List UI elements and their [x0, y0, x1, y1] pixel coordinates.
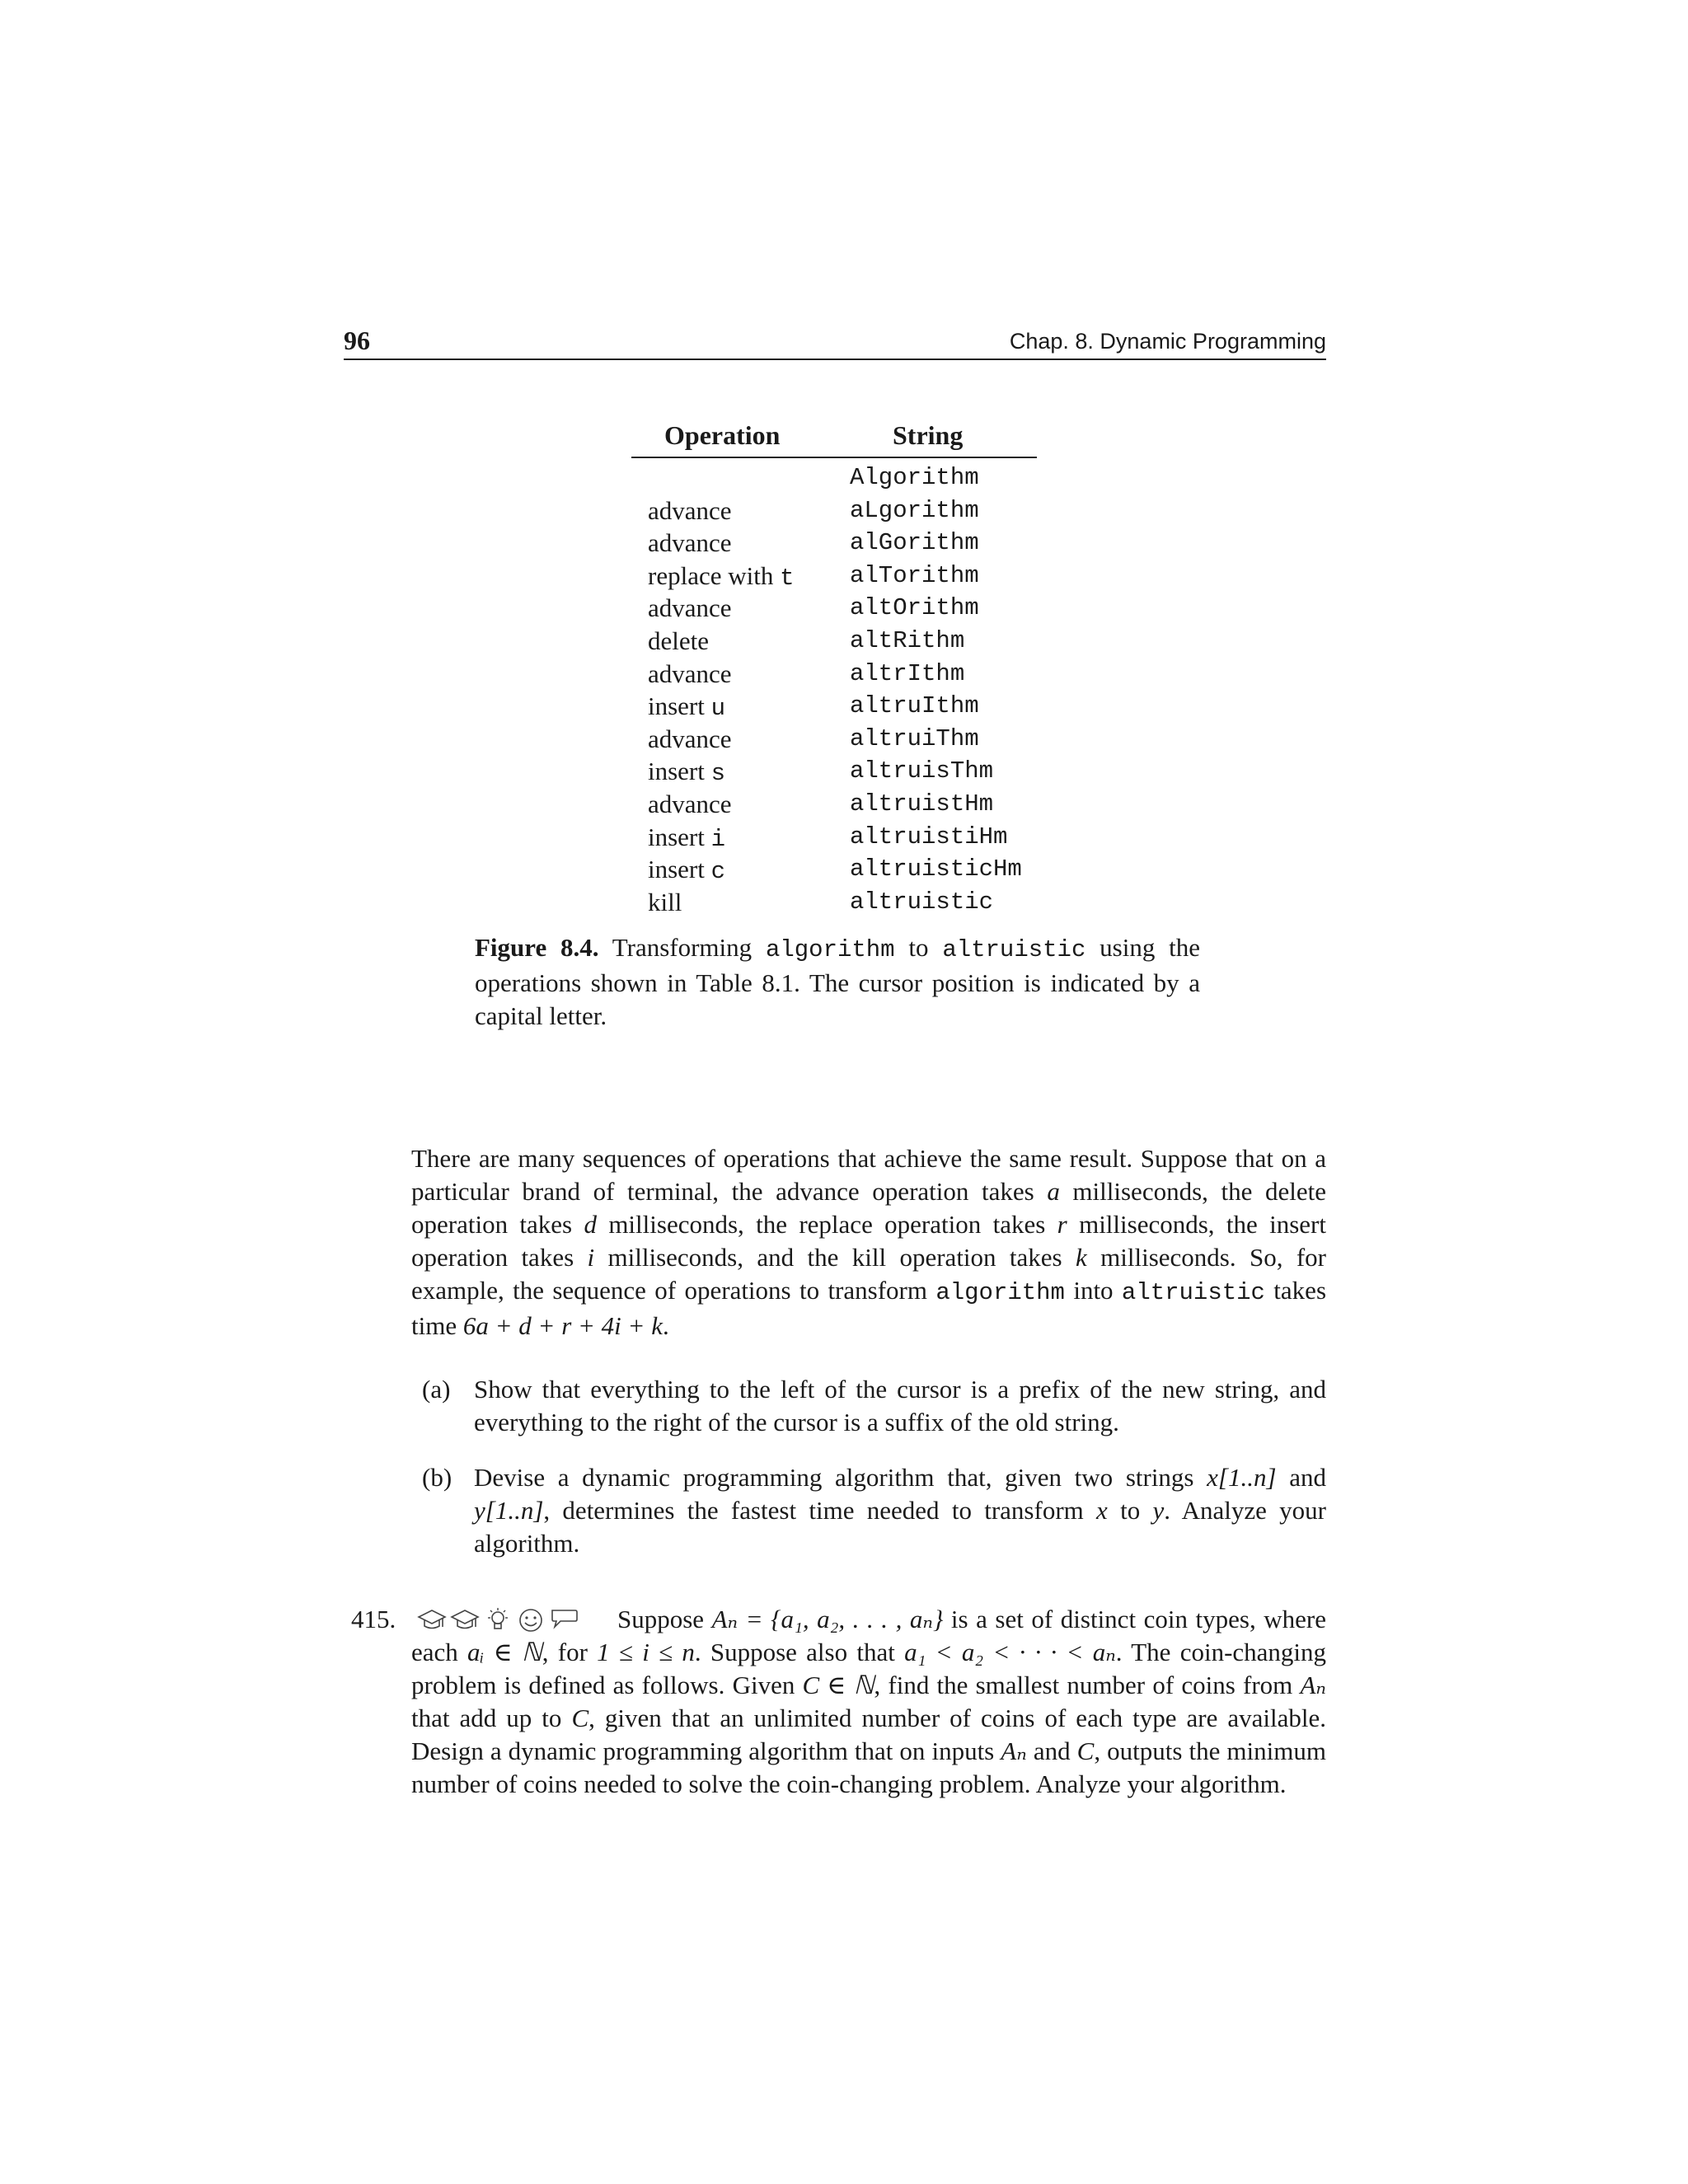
paragraph-text: milliseconds, the insert operation takes [411, 1210, 1326, 1272]
string-cell: alTorithm [850, 561, 979, 589]
exercise-text-part: , for [542, 1638, 598, 1666]
math-expr: aᵢ ∈ ℕ [467, 1638, 542, 1666]
operation-argument: u [710, 695, 726, 723]
item-marker: (b) [422, 1463, 452, 1492]
operation-cell [648, 527, 732, 562]
caption-text: to [894, 933, 943, 962]
math-var: k [1076, 1243, 1087, 1272]
operation-argument: t [780, 564, 795, 592]
math-expr: C [571, 1704, 589, 1732]
exercise-text-part: Suppose [617, 1605, 712, 1633]
operation-argument: i [710, 825, 726, 853]
paragraph-text: There are many sequences of operations that achieve the same result. Suppose that on a particular brand of terminal, the advance operation takes [411, 1144, 1326, 1206]
string-cell: altruiThm [850, 724, 979, 752]
math-expr: C ∈ ℕ [802, 1671, 874, 1699]
operation-cell [648, 788, 732, 823]
string-cell: altOrithm [850, 594, 979, 622]
list-item [422, 1373, 1326, 1439]
operation-cell [648, 886, 682, 921]
exercise-text-part: and [1026, 1736, 1077, 1765]
math-expr: Aₙ [1300, 1671, 1326, 1699]
operation-name: advance [648, 724, 732, 753]
math-expr: 1 ≤ i ≤ n [597, 1638, 695, 1666]
page-number: 96 [344, 326, 370, 355]
string-cell: altruisThm [850, 757, 994, 785]
string-cell: alGorithm [850, 529, 979, 557]
math-expr: y[1..n] [474, 1496, 544, 1525]
operation-cell [648, 625, 709, 660]
body-paragraph [411, 1142, 1326, 1343]
operation-cell [648, 690, 725, 725]
table-row [631, 886, 1037, 919]
inline-code: altruistic [1121, 1279, 1265, 1306]
math-expr: a₁ < a₂ < · · · < aₙ [904, 1638, 1116, 1666]
table-row [631, 658, 1037, 691]
operation-name: advance [648, 593, 732, 623]
table-row [631, 690, 1037, 723]
operation-cell [648, 658, 732, 693]
string-cell: altruistHm [850, 790, 994, 818]
string-cell: altrIthm [850, 659, 965, 687]
exercise-text-part: , outputs the minimum number of coins needed to solve the coin-changing problem. Analyze your algorithm. [411, 1736, 1326, 1798]
paragraph-text: into [1064, 1276, 1122, 1305]
exercise-text-part: . Suppose also that [694, 1638, 905, 1666]
math-expr: y [1152, 1496, 1165, 1525]
header-operation: Operation [664, 420, 781, 450]
exercise-text-part: is a set of distinct coin types, where each [411, 1605, 1326, 1666]
table-row [631, 853, 1037, 886]
exercise-number: 415. [351, 1605, 396, 1633]
figure-caption [475, 931, 1200, 1033]
operations-table [631, 420, 1037, 918]
operation-name: kill [648, 887, 682, 916]
figure-label: Figure 8.4. [475, 933, 599, 962]
math-var: r [1057, 1210, 1067, 1239]
operation-cell [648, 723, 732, 758]
caption-code: altruistic [942, 936, 1086, 963]
table-row [631, 560, 1037, 593]
caption-text: Transforming [598, 933, 766, 962]
table-row [631, 821, 1037, 854]
operation-name: advance [648, 658, 732, 688]
operation-name: insert [648, 691, 711, 721]
math-formula: 6a + d + r + 4i + k [462, 1311, 663, 1340]
math-expr: x[1..n] [1207, 1463, 1277, 1492]
page-header [344, 326, 1326, 360]
string-cell: altRithm [850, 626, 965, 654]
paragraph-text: milliseconds, and the kill operation takes [594, 1243, 1076, 1272]
string-cell: altruIthm [850, 692, 979, 720]
item-text-part: and [1276, 1463, 1326, 1492]
table-row [631, 527, 1037, 560]
exercise-text [411, 1603, 1326, 1801]
item-text-part: to [1107, 1496, 1153, 1525]
string-cell: aLgorithm [850, 496, 979, 524]
table-header [631, 420, 1037, 458]
operation-name: delete [648, 626, 710, 655]
operation-name: advance [648, 789, 732, 818]
exercise-text-part: that add up to [411, 1704, 572, 1732]
list-item [422, 1461, 1326, 1560]
operation-argument: s [710, 760, 726, 788]
exercise-text-part: , given that an unlimited number of coins of each type are available. Design a dynamic programming algorithm that on inputs [411, 1704, 1326, 1765]
exercise-text-part: , find the smallest number of coins from [874, 1671, 1301, 1699]
operation-cell [648, 755, 725, 790]
item-marker: (a) [422, 1375, 451, 1404]
string-cell: altruistic [850, 888, 994, 916]
math-var: d [584, 1210, 597, 1239]
exercise-text-part: . The coin-changing problem is defined as follows. Given [411, 1638, 1327, 1699]
table-body [631, 458, 1037, 918]
operation-name: replace with [648, 560, 781, 590]
inline-code: algorithm [935, 1279, 1065, 1306]
running-head: Chap. 8. Dynamic Programming [1009, 329, 1326, 354]
table-row [631, 625, 1037, 658]
item-text-part: , determines the fastest time needed to transform [543, 1496, 1097, 1525]
math-expr: x [1096, 1496, 1108, 1525]
table-row [631, 462, 1037, 494]
table-row [631, 788, 1037, 821]
operation-name: insert [648, 822, 711, 851]
math-expr: C [1076, 1736, 1095, 1765]
operation-cell [648, 560, 795, 595]
caption-text: using the operations shown in Table 8.1. The cursor position is indicated by a capital letter. [475, 933, 1200, 1030]
paragraph-text: takes time [411, 1276, 1327, 1340]
operation-name: insert [648, 855, 711, 884]
operation-cell [648, 494, 732, 530]
math-expr: Aₙ [1001, 1736, 1027, 1765]
table-row [631, 755, 1037, 788]
item-text-part: Devise a dynamic programming algorithm that, given two strings [474, 1463, 1207, 1492]
paragraph-text: milliseconds. So, for example, the sequence of operations to transform [411, 1243, 1326, 1305]
operation-cell [648, 821, 725, 856]
caption-code: algorithm [765, 936, 895, 963]
header-string: String [893, 420, 964, 450]
math-var: a [1047, 1177, 1060, 1206]
operation-cell [648, 592, 732, 627]
operation-name: advance [648, 528, 732, 558]
operation-argument: c [710, 858, 726, 886]
paragraph-text: milliseconds, the delete operation takes [411, 1177, 1326, 1239]
string-cell: altruistiHm [850, 823, 1008, 851]
math-var: i [587, 1243, 595, 1272]
item-text [474, 1461, 1326, 1560]
operation-name: insert [648, 757, 711, 786]
string-cell: Algorithm [850, 464, 979, 491]
table-row [631, 592, 1037, 625]
operation-cell [648, 853, 725, 888]
operation-name: advance [648, 495, 732, 525]
string-cell: altruisticHm [850, 855, 1022, 883]
item-text-part: . Analyze your algorithm. [474, 1496, 1327, 1558]
paragraph-text: . [662, 1311, 669, 1340]
table-row [631, 494, 1037, 527]
table-row [631, 723, 1037, 756]
item-text: Show that everything to the left of the cursor is a prefix of the new string, and everything to the right of the cursor is a suffix of the old string. [474, 1375, 1326, 1436]
paragraph-text: milliseconds, the replace operation takes [596, 1210, 1057, 1239]
math-expr: Aₙ = {a₁, a₂, . . . , aₙ} [711, 1605, 944, 1633]
